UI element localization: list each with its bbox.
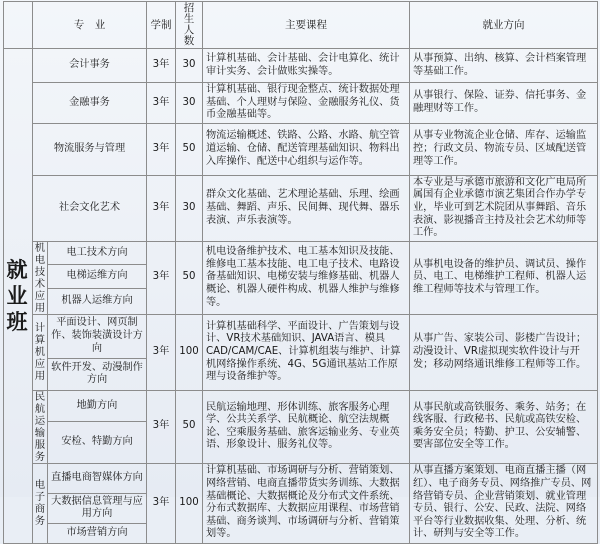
table-row [4, 175, 598, 241]
courses-cell: 计算机基础、银行现金整点、统计数据处理基础、个人理财与保险、金融服务礼仪、货币金融基础等。 [203, 83, 410, 124]
enroll-cell: 50 [176, 390, 203, 463]
careers-cell: 从事机电设备的维护员、调试员、操作员、电工、电梯维护工程师、机器人运维工程师等技术与管理工作。 [410, 241, 598, 314]
duration-cell: 3年 [147, 83, 176, 124]
header-careers: 就业方向 [410, 2, 598, 49]
direction-name: 地勤方向 [48, 390, 147, 421]
duration-cell: 3年 [147, 49, 176, 83]
direction-name: 市场营销方向 [48, 523, 147, 543]
header-duration: 学制 [147, 2, 176, 49]
direction-name: 电梯运维方向 [48, 265, 147, 289]
direction-name: 直播电商智媒体方向 [48, 463, 147, 493]
enroll-cell: 100 [176, 463, 203, 543]
enroll-cell: 30 [176, 49, 203, 83]
enroll-cell: 50 [176, 241, 203, 314]
direction-name: 软件开发、动漫制作方向 [48, 358, 147, 390]
direction-name: 平面设计、网页制作、装饰装潢设计方向 [48, 314, 147, 358]
major-name: 金融事务 [33, 83, 147, 124]
enroll-cell: 30 [176, 175, 203, 241]
direction-name: 安检、特勤方向 [48, 422, 147, 464]
careers-cell: 从事直播方案策划、电商直播主播（网红）、电子商务专员、网络推广专员、网络营销专员、企业营销策划、就业管理专员、银行、公安、民政、法院、网络平台等行业数据收集、处理、分析、统计、研判与安全等工作。 [410, 463, 598, 543]
table-row [4, 463, 598, 493]
courses-cell: 民航运输地理、形体训练、旅客服务心理学、公共关系学、民航概论、航空法规概论、空乘服务基础、旅客运输业务、专业英语、形象设计、服务礼仪等。 [203, 390, 410, 463]
group-label: 电 子 商 务 [33, 463, 48, 543]
table-row [4, 241, 598, 265]
courses-cell: 物流运输概述、铁路、公路、水路、航空管道运输、仓储、配送管理基础知识、物料出入库操作、配送中心组织与运作等。 [203, 123, 410, 175]
header-enrollment: 招生 人数 [176, 2, 203, 49]
courses-cell: 计算机基础科学、平面设计、广告策划与设计、VR技术基础知识、JAVA语言、模具CAD/CAM/CAE、计算机组装与维护、计算机网络操作系统、4G、5G通讯基站工作原理与设备维护等。 [203, 314, 410, 390]
careers-cell: 从事广告、家装公司、影楼广告设计；动漫设计、VR虚拟现实软件设计与开发；移动网络通讯维修工程师等工作。 [410, 314, 598, 390]
duration-cell: 3年 [147, 175, 176, 241]
courses-cell: 群众文化基础、艺术理论基础、乐理、绘画基础、舞蹈、声乐、民间舞、现代舞、器乐表演、声乐表演等。 [203, 175, 410, 241]
courses-cell: 机电设备维护技术、电工基本知识及技能、维修电工基本技能、电工电子技术、电路设备基础知识、电梯安装与维修基础、机器人概论、机器人硬件构成、机器人维护与维修等。 [203, 241, 410, 314]
major-name: 会计事务 [33, 49, 147, 83]
table-row [4, 49, 598, 83]
duration-cell: 3年 [147, 463, 176, 543]
duration-cell: 3年 [147, 123, 176, 175]
banner-label: 就 业 班 [4, 49, 33, 544]
header-courses: 主要课程 [203, 2, 410, 49]
careers-cell: 从事银行、保险、证券、信托事务、金融理财等工作。 [410, 83, 598, 124]
group-label: 机 电 技 术 应 用 [33, 241, 48, 314]
program-table [3, 1, 598, 544]
courses-cell: 计算机基础、市场调研与分析、营销策划、网络营销、电商直播带货实务训练、大数据基础概论、大数据概论及分布式文件系统、分布式数据库、大数据应用课程、市场营销基础、商务谈判、市场调研与分析、营销策划等。 [203, 463, 410, 543]
header-row [4, 2, 598, 49]
duration-cell: 3年 [147, 241, 176, 314]
header-blank [4, 2, 33, 49]
duration-cell: 3年 [147, 314, 176, 390]
direction-name: 机器人运维方向 [48, 288, 147, 314]
careers-cell: 从事预算、出纳、核算、会计档案管理等基础工作。 [410, 49, 598, 83]
careers-cell: 从事专业物流企业仓储、库存、运输监控；行政文员、物流专员、区域配送管理等工作。 [410, 123, 598, 175]
table-row [4, 314, 598, 358]
courses-cell: 计算机基础、会计基础、会计电算化、统计审计实务、会计做账实操等。 [203, 49, 410, 83]
major-name: 物流服务与管理 [33, 123, 147, 175]
table-row [4, 123, 598, 175]
direction-name: 电工技术方向 [48, 241, 147, 265]
enroll-cell: 50 [176, 123, 203, 175]
group-label: 民 航 运 输 服 务 [33, 390, 48, 463]
header-major: 专 业 [33, 2, 147, 49]
table-row [4, 83, 598, 124]
enroll-cell: 100 [176, 314, 203, 390]
duration-cell: 3年 [147, 390, 176, 463]
direction-name: 大数据信息管理与应用方向 [48, 493, 147, 523]
careers-cell: 从事民航或高铁服务、乘务、站务；在线客服、行政秘书、民航或高铁安检、乘务安全员；特勤、护卫、公安辅警、要害部位安全等工作。 [410, 390, 598, 463]
careers-cell: 本专业是与承德市旅游和文化广电局所属国有企业承德市演艺集团合作办学专业，毕业可到艺术院团从事舞蹈、音乐表演、影视播音主持及社会艺术幼师等工作。 [410, 175, 598, 241]
group-label: 计 算 机 应 用 [33, 314, 48, 390]
table-row [4, 390, 598, 421]
major-name: 社会文化艺术 [33, 175, 147, 241]
enroll-cell: 30 [176, 83, 203, 124]
